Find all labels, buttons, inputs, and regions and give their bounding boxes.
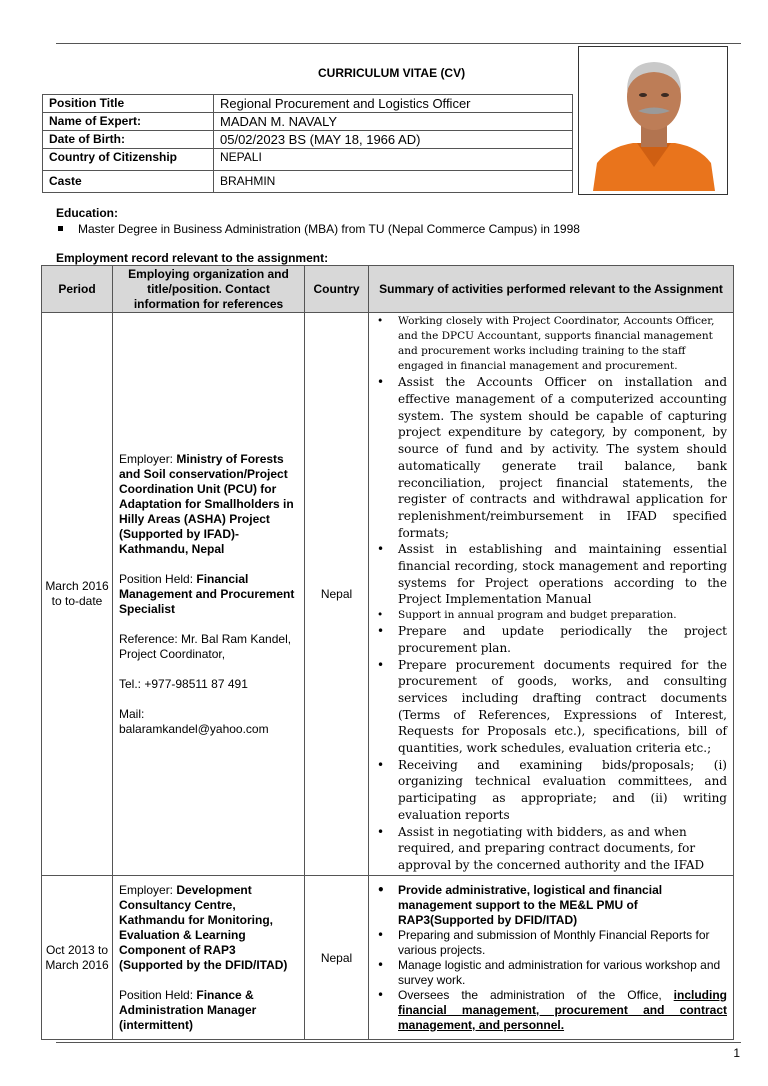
activity-emphasis: including financial management, procurement and contract management, and personnel. [398, 987, 727, 1032]
position-label: Position Held: [119, 987, 197, 1002]
activity-item: • Support in annual program and budget preparation. [377, 608, 727, 623]
phone-text: Tel.: +977-98511 87 491 [119, 676, 248, 691]
square-bullet-icon [58, 226, 63, 231]
info-row [43, 113, 573, 131]
info-label: Country of Citizenship [43, 149, 214, 171]
col-header-summary: Summary of activities performed relevant to the Assignment [369, 266, 734, 313]
activity-text: Oversees the administration of the Office, [398, 987, 674, 1002]
employer-label: Employer: [119, 451, 177, 466]
period-cell: Oct 2013 to March 2016 [42, 876, 113, 1040]
employer-label: Employer: [119, 882, 177, 897]
info-value: NEPALI [214, 149, 573, 171]
info-row [43, 95, 573, 113]
activity-item: • Provide administrative, logistical and financial management support to the ME&L PMU of RAP3(Supported by DFID/ITAD) [377, 883, 727, 928]
expert-photo [578, 46, 728, 195]
employment-table [41, 265, 734, 1040]
activity-item: • Preparing and submission of Monthly Financial Reports for various projects. [377, 928, 727, 958]
employment-row [42, 313, 734, 876]
employment-heading: Employment record relevant to the assignment: [56, 251, 329, 265]
info-label: Caste [43, 171, 214, 193]
activity-item: • Working closely with Project Coordinator, Accounts Officer, and the DPCU Accountant, supports financial management and procurement works including training to the staff engaged in financial management and procurement. [377, 314, 727, 374]
organization-cell [113, 313, 305, 876]
country-cell: Nepal [305, 876, 369, 1040]
position-label: Position Held: [119, 571, 197, 586]
activity-item: • Receiving and examining bids/proposals; (i) organizing technical evaluation committees, and participating as appropriate; and (ii) writing evaluation reports [377, 757, 727, 824]
position-held: Financial Management and Procurement Specialist [119, 571, 295, 616]
organization-cell [113, 876, 305, 1040]
info-label: Position Title [43, 95, 214, 113]
activity-item: • Prepare and update periodically the project procurement plan. [377, 623, 727, 656]
employment-header-row [42, 266, 734, 313]
activity-item: • Assist the Accounts Officer on installation and effective management of a computerized accounting system. The system should be capable of capturing project expenditure by category, by component, by source of fund and by activity. The system should automatically generate trail balance, bank reconciliation, project financial statements, the register of contracts and withdrawal application for replenishment/reimbursement in IFAD specified formats; [377, 374, 727, 541]
portrait-image [587, 51, 721, 191]
col-header-period: Period [42, 266, 113, 313]
activity-list [377, 314, 727, 873]
info-label: Name of Expert: [43, 113, 214, 131]
position-held: Finance & Administration Manager (intermittent) [119, 987, 257, 1032]
mail-address: balaramkandel@yahoo.com [119, 721, 269, 736]
info-value: MADAN M. NAVALY [214, 113, 573, 131]
activity-item: • Assist in negotiating with bidders, as and when required, and preparing contract documents, for approval by the concerned authority and the IFAD [377, 824, 727, 874]
summary-cell [369, 876, 734, 1040]
mail-label: Mail: [119, 706, 145, 721]
info-value: Regional Procurement and Logistics Officer [214, 95, 573, 113]
col-header-organization: Employing organization and title/position. Contact information for references [113, 266, 305, 313]
employer-name: Development Consultancy Centre, Kathmandu for Monitoring, Evaluation & Learning Component of RAP3 (Supported by the DFID/ITAD) [119, 882, 288, 972]
info-value: 05/02/2023 BS (MAY 18, 1966 AD) [214, 131, 573, 149]
summary-cell [369, 313, 734, 876]
employment-row [42, 876, 734, 1040]
top-rule [56, 43, 741, 44]
bottom-rule [56, 1042, 741, 1043]
country-cell: Nepal [305, 313, 369, 876]
info-row [43, 171, 573, 193]
info-row [43, 149, 573, 171]
page-title: CURRICULUM VITAE (CV) [318, 66, 466, 80]
personal-info-table [42, 94, 573, 193]
reference-text: Reference: Mr. Bal Ram Kandel, Project Coordinator, [119, 631, 292, 661]
education-heading: Education: [56, 206, 118, 220]
activity-item [377, 988, 727, 1033]
activity-item: • Prepare procurement documents required for the procurement of goods, works, and consulting services including drafting contract documents (Terms of References, Expressions of Interest, Requests for Proposals etc.), specifications, bill of quantities, work schedules, evaluation criteria etc.; [377, 657, 727, 757]
education-text: Master Degree in Business Administration (MBA) from TU (Nepal Commerce Campus) in 1998 [78, 222, 580, 236]
col-header-country: Country [305, 266, 369, 313]
info-row [43, 131, 573, 149]
education-item [56, 222, 580, 236]
activity-list [377, 883, 727, 1033]
employer-name: Ministry of Forests and Soil conservation/Project Coordination Unit (PCU) for Adaptation for Smallholders in Hilly Areas (ASHA) Project (Supported by IFAD)- Kathmandu, Nepal [119, 451, 294, 556]
info-label: Date of Birth: [43, 131, 214, 149]
info-value: BRAHMIN [214, 171, 573, 193]
page-number: 1 [733, 1046, 740, 1060]
period-cell: March 2016 to to-date [42, 313, 113, 876]
activity-item: • Manage logistic and administration for various workshop and survey work. [377, 958, 727, 988]
activity-item: • Assist in establishing and maintaining essential financial recording, stock management and reporting systems for Project operations according to the Project Implementation Manual [377, 541, 727, 608]
